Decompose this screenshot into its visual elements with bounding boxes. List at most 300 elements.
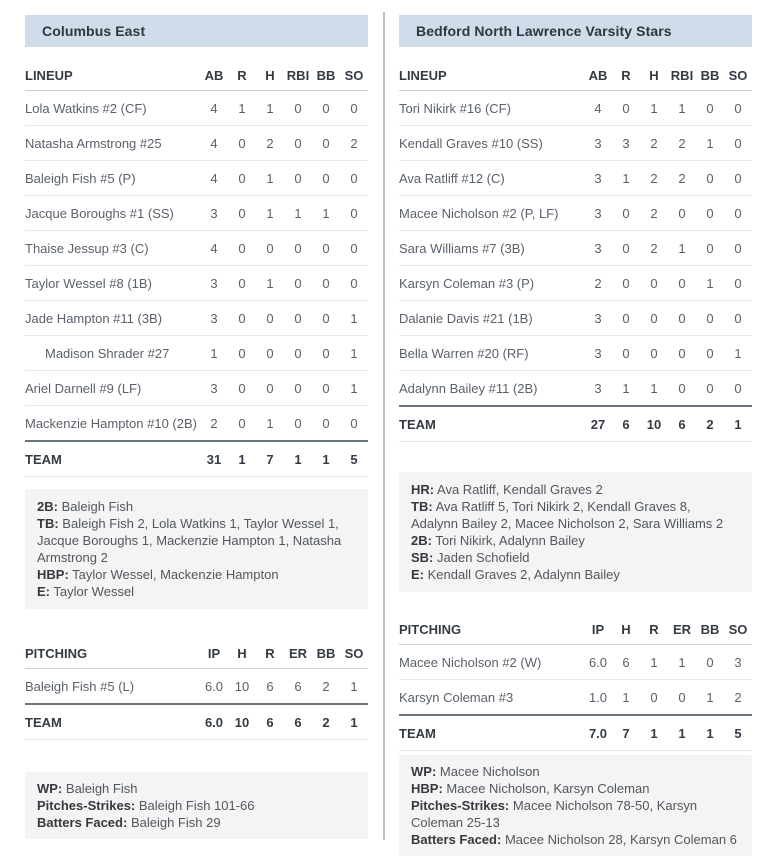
team-name: Bedford North Lawrence Varsity Stars: [416, 23, 672, 39]
stat-cell: 0: [312, 126, 340, 161]
player-row: [25, 126, 368, 161]
note-label: Pitches-Strikes:: [411, 798, 510, 813]
stat-cell: 0: [612, 91, 640, 126]
stat-cell: 0: [312, 266, 340, 301]
column-header-r: R: [256, 638, 284, 669]
lineup-rows: [399, 91, 752, 407]
stat-cell: 1: [340, 336, 368, 371]
column-header-ip: IP: [200, 638, 228, 669]
player-name: Tori Nikirk #16 (CF): [399, 91, 584, 126]
player-row: [399, 161, 752, 196]
player-name: Macee Nicholson #2 (W): [399, 645, 584, 680]
lineup-label: LINEUP: [399, 60, 584, 91]
stat-cell: 0: [640, 336, 668, 371]
player-name: Baleigh Fish #5 (P): [25, 161, 200, 196]
player-row: [25, 406, 368, 442]
note-label: Pitches-Strikes:: [37, 798, 136, 813]
stat-cell: 0: [312, 231, 340, 266]
note-line: [411, 532, 740, 549]
stat-cell: 6.0: [200, 669, 228, 705]
player-name: Karsyn Coleman #3 (P): [399, 266, 584, 301]
stat-cell: 7: [256, 441, 284, 477]
stat-cell: 1: [312, 196, 340, 231]
stat-cell: 0: [312, 406, 340, 442]
stat-cell: 2: [340, 126, 368, 161]
stat-cell: 0: [256, 336, 284, 371]
stat-cell: 1: [340, 371, 368, 406]
stat-cell: 0: [724, 126, 752, 161]
stat-cell: 5: [724, 715, 752, 751]
stat-cell: 31: [200, 441, 228, 477]
note-text: Macee Nicholson 78-50, Karsyn Coleman 25-13: [411, 798, 698, 830]
stat-cell: 6: [612, 406, 640, 442]
note-line: [411, 780, 740, 797]
player-row: [399, 371, 752, 407]
team-total-label: TEAM: [399, 406, 584, 442]
note-label: TB:: [37, 516, 59, 531]
column-header-rbi: RBI: [668, 60, 696, 91]
stat-cell: 0: [696, 161, 724, 196]
team-total-label: TEAM: [25, 441, 200, 477]
note-label: Batters Faced:: [37, 815, 128, 830]
stat-cell: 1: [668, 645, 696, 680]
column-header-r: R: [640, 614, 668, 645]
note-text: Ava Ratliff 5, Tori Nikirk 2, Kendall Graves 8, Adalynn Bailey 2, Macee Nicholson 2, Sara Williams 2: [411, 499, 724, 531]
stat-cell: 1: [640, 371, 668, 407]
stat-cell: 1: [284, 196, 312, 231]
pitching-header-row: [25, 638, 368, 669]
note-line: [37, 814, 356, 831]
player-name: Lola Watkins #2 (CF): [25, 91, 200, 126]
note-line: [37, 566, 356, 583]
note-label: HBP:: [411, 781, 443, 796]
stat-cell: 0: [724, 91, 752, 126]
player-row: [399, 680, 752, 716]
column-header-so: SO: [724, 614, 752, 645]
stat-cell: 3: [584, 336, 612, 371]
stat-cell: 0: [340, 406, 368, 442]
player-row: [399, 231, 752, 266]
stat-cell: 6.0: [584, 645, 612, 680]
note-label: HR:: [411, 482, 435, 497]
player-name: Adalynn Bailey #11 (2B): [399, 371, 584, 407]
player-row: [25, 301, 368, 336]
stat-cell: 0: [724, 301, 752, 336]
stat-cell: 0: [724, 231, 752, 266]
stat-cell: 6: [284, 669, 312, 705]
column-header-r: R: [228, 60, 256, 91]
player-row: [399, 91, 752, 126]
stat-cell: 3: [584, 231, 612, 266]
team-total-row: [25, 441, 368, 477]
stat-cell: 1: [256, 91, 284, 126]
stat-cell: 2: [668, 126, 696, 161]
stat-cell: 0: [312, 301, 340, 336]
stat-cell: 3: [724, 645, 752, 680]
stat-cell: 0: [340, 231, 368, 266]
stat-cell: 2: [312, 704, 340, 740]
stat-cell: 0: [312, 371, 340, 406]
stat-cell: 0: [340, 91, 368, 126]
stat-cell: 1: [340, 704, 368, 740]
stat-cell: 0: [284, 336, 312, 371]
note-line: [411, 498, 740, 532]
player-name: Ava Ratliff #12 (C): [399, 161, 584, 196]
player-row: [399, 336, 752, 371]
player-name: Kendall Graves #10 (SS): [399, 126, 584, 161]
pitching-label: PITCHING: [25, 638, 200, 669]
stat-cell: 3: [584, 371, 612, 407]
note-line: [411, 549, 740, 566]
stat-cell: 0: [256, 371, 284, 406]
note-line: [411, 797, 740, 831]
stat-cell: 1: [312, 441, 340, 477]
stat-cell: 0: [696, 645, 724, 680]
team-panel: [0, 0, 384, 840]
stat-cell: 0: [312, 336, 340, 371]
stat-cell: 3: [584, 161, 612, 196]
stat-cell: 0: [284, 161, 312, 196]
stat-cell: 0: [284, 371, 312, 406]
column-header-ip: IP: [584, 614, 612, 645]
stat-cell: 0: [696, 336, 724, 371]
stat-cell: 1: [340, 669, 368, 705]
stat-cell: 2: [312, 669, 340, 705]
stat-cell: 1: [696, 266, 724, 301]
player-row: [25, 336, 368, 371]
column-header-bb: BB: [696, 60, 724, 91]
stat-cell: 0: [612, 231, 640, 266]
stat-cell: 2: [724, 680, 752, 716]
pitching-table: [399, 614, 752, 751]
stat-cell: 4: [200, 231, 228, 266]
stat-cell: 1: [668, 715, 696, 751]
team-header: [25, 15, 368, 47]
stat-cell: 27: [584, 406, 612, 442]
player-name: Madison Shrader #27: [25, 336, 200, 371]
note-line: [37, 797, 356, 814]
column-header-so: SO: [724, 60, 752, 91]
note-text: Taylor Wessel: [53, 584, 135, 599]
team-header: [399, 15, 752, 47]
note-label: HBP:: [37, 567, 69, 582]
column-header-bb: BB: [312, 638, 340, 669]
team-total-row: [399, 406, 752, 442]
stat-cell: 0: [612, 266, 640, 301]
column-header-ab: AB: [200, 60, 228, 91]
stat-cell: 1: [724, 336, 752, 371]
stat-cell: 2: [640, 231, 668, 266]
stat-cell: 0: [668, 196, 696, 231]
player-row: [399, 266, 752, 301]
stat-cell: 0: [228, 336, 256, 371]
column-header-bb: BB: [312, 60, 340, 91]
stat-cell: 1: [340, 301, 368, 336]
stat-cell: 4: [584, 91, 612, 126]
column-header-er: ER: [668, 614, 696, 645]
stat-cell: 6.0: [200, 704, 228, 740]
stat-cell: 1: [200, 336, 228, 371]
lineup-table: [25, 60, 368, 477]
team-total-row: [25, 704, 368, 740]
pitching-table: [25, 638, 368, 740]
pitching-header-row: [399, 614, 752, 645]
stat-cell: 0: [612, 301, 640, 336]
stat-cell: 0: [284, 126, 312, 161]
stat-cell: 1: [284, 441, 312, 477]
lineup-table: [399, 60, 752, 442]
column-header-h: H: [256, 60, 284, 91]
note-label: SB:: [411, 550, 434, 565]
column-header-er: ER: [284, 638, 312, 669]
note-line: [411, 763, 740, 780]
note-label: E:: [37, 584, 50, 599]
stat-cell: 0: [228, 266, 256, 301]
column-header-h: H: [228, 638, 256, 669]
stat-cell: 0: [312, 91, 340, 126]
stat-cell: 3: [584, 126, 612, 161]
stat-cell: 0: [640, 680, 668, 716]
column-header-ab: AB: [584, 60, 612, 91]
note-label: 2B:: [411, 533, 432, 548]
stat-cell: 0: [668, 680, 696, 716]
player-row: [399, 126, 752, 161]
stat-cell: 4: [200, 161, 228, 196]
stat-cell: 6: [668, 406, 696, 442]
stat-cell: 0: [612, 336, 640, 371]
note-line: [37, 498, 356, 515]
stat-cell: 1: [668, 231, 696, 266]
stat-cell: 0: [228, 406, 256, 442]
stat-cell: 0: [228, 126, 256, 161]
stat-cell: 2: [584, 266, 612, 301]
stat-cell: 0: [668, 371, 696, 407]
stat-cell: 1: [640, 645, 668, 680]
column-header-h: H: [612, 614, 640, 645]
stat-cell: 0: [640, 301, 668, 336]
stat-cell: 2: [256, 126, 284, 161]
stat-cell: 3: [584, 301, 612, 336]
pitching-label: PITCHING: [399, 614, 584, 645]
stat-cell: 10: [228, 704, 256, 740]
column-header-so: SO: [340, 638, 368, 669]
stat-cell: 3: [584, 196, 612, 231]
stat-cell: 0: [256, 301, 284, 336]
player-row: [25, 196, 368, 231]
column-header-rbi: RBI: [284, 60, 312, 91]
note-text: Baleigh Fish 101-66: [138, 798, 255, 813]
note-line: [411, 481, 740, 498]
stat-cell: 5: [340, 441, 368, 477]
stat-cell: 6: [256, 669, 284, 705]
player-name: Thaise Jessup #3 (C): [25, 231, 200, 266]
team-total-label: TEAM: [25, 704, 200, 740]
stat-cell: 0: [724, 371, 752, 407]
pitching-rows: [399, 645, 752, 716]
player-row: [25, 91, 368, 126]
note-label: Batters Faced:: [411, 832, 502, 847]
panel-divider: [383, 12, 385, 840]
player-row: [399, 196, 752, 231]
player-name: Jacque Boroughs #1 (SS): [25, 196, 200, 231]
note-text: Jaden Schofield: [437, 550, 530, 565]
stat-cell: 0: [284, 266, 312, 301]
stat-cell: 0: [696, 91, 724, 126]
team-name: Columbus East: [42, 23, 146, 39]
stat-cell: 2: [200, 406, 228, 442]
stat-cell: 1: [668, 91, 696, 126]
stat-cell: 1: [256, 196, 284, 231]
note-line: [411, 566, 740, 583]
stat-cell: 0: [228, 231, 256, 266]
player-name: Bella Warren #20 (RF): [399, 336, 584, 371]
pitching-notes: [399, 755, 752, 856]
stat-cell: 3: [200, 196, 228, 231]
batting-notes: [25, 489, 368, 609]
stat-cell: 0: [724, 196, 752, 231]
stat-cell: 1: [612, 161, 640, 196]
stat-cell: 0: [668, 266, 696, 301]
column-header-bb: BB: [696, 614, 724, 645]
stat-cell: 0: [228, 301, 256, 336]
stat-cell: 1: [640, 91, 668, 126]
note-label: E:: [411, 567, 424, 582]
stat-cell: 1: [228, 91, 256, 126]
stat-cell: 1: [612, 680, 640, 716]
column-header-h: H: [640, 60, 668, 91]
stat-cell: 0: [668, 336, 696, 371]
note-text: Baleigh Fish 29: [130, 815, 221, 830]
player-name: Baleigh Fish #5 (L): [25, 669, 200, 705]
stat-cell: 3: [612, 126, 640, 161]
note-text: Macee Nicholson, Karsyn Coleman: [446, 781, 650, 796]
note-text: Tori Nikirk, Adalynn Bailey: [435, 533, 585, 548]
stat-cell: 10: [640, 406, 668, 442]
batting-notes: [399, 472, 752, 592]
stat-cell: 0: [256, 231, 284, 266]
stat-cell: 1: [256, 266, 284, 301]
team-total-row: [399, 715, 752, 751]
player-name: Taylor Wessel #8 (1B): [25, 266, 200, 301]
note-line: [37, 515, 356, 566]
note-label: 2B:: [37, 499, 58, 514]
stat-cell: 2: [640, 161, 668, 196]
player-row: [25, 371, 368, 406]
lineup-header-row: [399, 60, 752, 91]
stat-cell: 4: [200, 91, 228, 126]
note-text: Macee Nicholson 28, Karsyn Coleman 6: [504, 832, 737, 847]
stat-cell: 1: [256, 161, 284, 196]
player-row: [25, 231, 368, 266]
stat-cell: 0: [228, 371, 256, 406]
note-text: Kendall Graves 2, Adalynn Bailey: [427, 567, 620, 582]
stat-cell: 10: [228, 669, 256, 705]
player-name: Macee Nicholson #2 (P, LF): [399, 196, 584, 231]
note-label: WP:: [411, 764, 437, 779]
stat-cell: 0: [612, 196, 640, 231]
stat-cell: 2: [668, 161, 696, 196]
team-total-label: TEAM: [399, 715, 584, 751]
note-text: Ava Ratliff, Kendall Graves 2: [437, 482, 603, 497]
stat-cell: 6: [612, 645, 640, 680]
player-name: Karsyn Coleman #3: [399, 680, 584, 716]
stat-cell: 3: [200, 301, 228, 336]
stat-cell: 1: [228, 441, 256, 477]
stat-cell: 0: [340, 266, 368, 301]
stat-cell: 0: [696, 371, 724, 407]
note-text: Macee Nicholson: [439, 764, 540, 779]
stat-cell: 0: [696, 196, 724, 231]
stat-cell: 1: [640, 715, 668, 751]
lineup-label: LINEUP: [25, 60, 200, 91]
stat-cell: 2: [640, 196, 668, 231]
player-row: [25, 266, 368, 301]
stat-cell: 0: [228, 196, 256, 231]
note-line: [37, 583, 356, 600]
stat-cell: 0: [312, 161, 340, 196]
stat-cell: 3: [200, 371, 228, 406]
stat-cell: 1: [696, 126, 724, 161]
lineup-rows: [25, 91, 368, 442]
player-name: Natasha Armstrong #25: [25, 126, 200, 161]
stat-cell: 0: [284, 231, 312, 266]
stat-cell: 0: [228, 161, 256, 196]
lineup-header-row: [25, 60, 368, 91]
stat-cell: 0: [724, 161, 752, 196]
player-name: Dalanie Davis #21 (1B): [399, 301, 584, 336]
stat-cell: 1: [696, 680, 724, 716]
stat-cell: 2: [696, 406, 724, 442]
stat-cell: 0: [340, 196, 368, 231]
stat-cell: 4: [200, 126, 228, 161]
stat-cell: 0: [696, 301, 724, 336]
player-name: Ariel Darnell #9 (LF): [25, 371, 200, 406]
player-name: Mackenzie Hampton #10 (2B): [25, 406, 200, 442]
stat-cell: 0: [340, 161, 368, 196]
stat-cell: 0: [284, 301, 312, 336]
stat-cell: 7: [612, 715, 640, 751]
note-line: [37, 780, 356, 797]
stat-cell: 0: [696, 231, 724, 266]
player-row: [399, 301, 752, 336]
stat-cell: 0: [668, 301, 696, 336]
stat-cell: 7.0: [584, 715, 612, 751]
stat-cell: 1: [256, 406, 284, 442]
player-row: [399, 645, 752, 680]
pitching-notes: [25, 772, 368, 839]
note-text: Baleigh Fish: [65, 781, 138, 796]
stat-cell: 0: [284, 406, 312, 442]
stat-cell: 0: [724, 266, 752, 301]
stat-cell: 0: [640, 266, 668, 301]
column-header-r: R: [612, 60, 640, 91]
player-name: Sara Williams #7 (3B): [399, 231, 584, 266]
stat-cell: 2: [640, 126, 668, 161]
note-text: Baleigh Fish 2, Lola Watkins 1, Taylor Wessel 1, Jacque Boroughs 1, Mackenzie Hampton 1, Natasha Armstrong 2: [37, 516, 342, 565]
pitching-rows: [25, 669, 368, 705]
player-name: Jade Hampton #11 (3B): [25, 301, 200, 336]
stat-cell: 1: [612, 371, 640, 407]
note-label: TB:: [411, 499, 433, 514]
stat-cell: 0: [284, 91, 312, 126]
note-label: WP:: [37, 781, 63, 796]
player-row: [25, 161, 368, 196]
stat-cell: 6: [256, 704, 284, 740]
stat-cell: 1: [696, 715, 724, 751]
stat-cell: 1: [724, 406, 752, 442]
stat-cell: 6: [284, 704, 312, 740]
stat-cell: 1.0: [584, 680, 612, 716]
